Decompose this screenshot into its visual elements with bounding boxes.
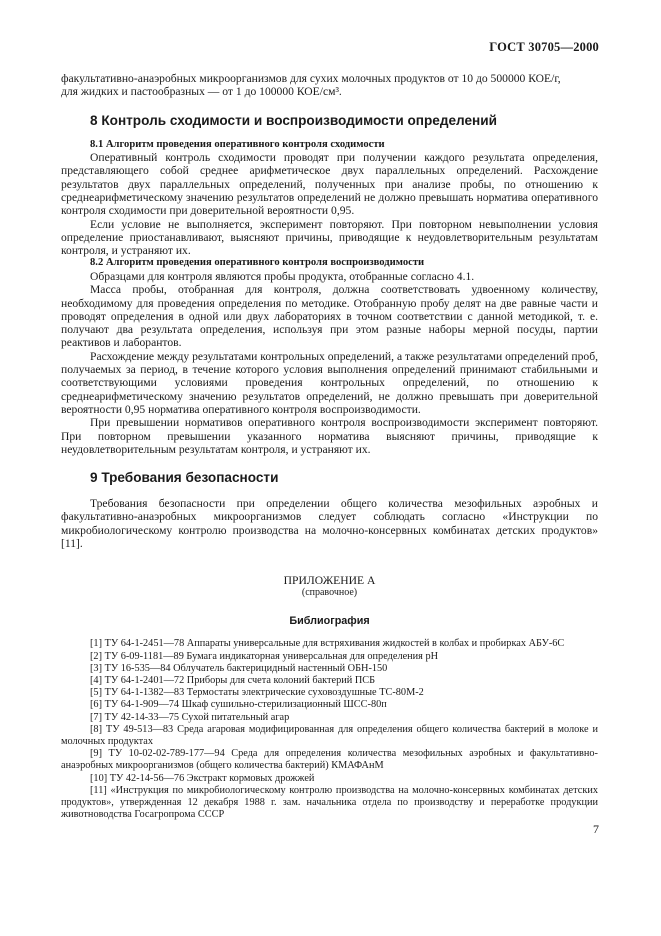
intro-line-2: для жидких и пастообразных — от 1 до 100000 КОЕ/см³. [61,85,342,99]
annex-note: (справочное) [301,587,358,599]
section-8-title: 8 Контроль сходимости и воспроизводимости определений [90,112,497,128]
bibliography-item: [1] ТУ 64-1-2451—78 Аппараты универсальные для встряхивания жидкостей в колбах и пробирках АБУ-6С [90,638,565,650]
bibliography-item: [5] ТУ 64-1-1382—83 Термостаты электрические суховоздушные ТС-80М-2 [90,687,424,699]
paragraph-8-2-2: Масса пробы, отобранная для контроля, должна соответствовать удвоенному количеству, необходимому для проведения определения по методике. Отобранную пробу делят на две равные части и проводят определения в одной или двух лабораториях в точном соответствии с данной методикой, т. е. получают два результата определения, используя при этом разные наборы мерной посуды, партии реактивов и лаборантов. [61,283,598,350]
bibliography-item: [8] ТУ 49-513—83 Среда агаровая модифицированная для определения общего количества бактерий в молоке и молочных продуктах [61,723,598,747]
bibliography-item: [7] ТУ 42-14-33—75 Сухой питательный агар [90,711,290,723]
document-body [61,72,598,821]
bibliography-item: [3] ТУ 16-535—84 Облучатель бактерицидный настенный ОБН-150 [90,662,388,674]
standard-header: ГОСТ 30705—2000 [489,40,599,54]
bibliography-item: [11] «Инструкция по микробиологическому контролю производства на молочно-консервных комбинатах детских продуктов», утвержденная 12 декабря 1988 г. зам. начальника отдела по производству и переработке продукции животноводства Госагропрома СССР [61,784,598,821]
paragraph-8-1-2: Если условие не выполняется, эксперимент повторяют. При повторном невыполнении условия определение приостанавливают, выясняют причины, приводящие к неудовлетворительным результатам контроля, и устраняют их. [61,217,598,258]
paragraph-9-1: Требования безопасности при определении общего количества мезофильных аэробных и факультативно-анаэробных микроорганизмов следует соблюдать согласно «Инструкции по микробиологическому контролю производства на молочно-консервных комбинатах детских продуктов» [11]. [61,497,598,551]
bibliography-item: [4] ТУ 64-1-2401—72 Приборы для счета колоний бактерий ПСБ [90,674,376,686]
page-number: 7 [593,822,599,836]
bibliography-list [61,638,598,821]
annex-title: ПРИЛОЖЕНИЕ А [283,574,376,588]
bibliography-title: Библиография [289,615,370,628]
paragraph-8-2-4: При превышении нормативов оперативного контроля воспроизводимости эксперимент повторяют. При повторном превышении указанного норматива выясняют причины, приводящие к неудовлетворительным результатам контроля, и устраняют их. [61,416,598,456]
bibliography-item: [6] ТУ 64-1-909—74 Шкаф сушильно-стерилизационный ШСС-80п [90,699,387,711]
intro-line-1: факультативно-анаэробных микроорганизмов для сухих молочных продуктов от 10 до 500000 КОЕ/г, [61,72,561,85]
paragraph-8-1-1: Оперативный контроль сходимости проводят при получении каждого результата определения, представляющего собой среднее арифметическое двух параллельных определений. Расхождение результатов двух параллельных определений, полученных при анализе пробы, по отношению к среднеарифметическому значению результатов определений не должно превышать норматива оперативного контроля сходимости при доверительной вероятности 0,95. [61,151,598,218]
paragraph-8-2-3: Расхождение между результатами контрольных определений, а также результатами определений проб, получаемых за период, в течение которого условия выполнения определений принимают стабильными и соответствующими условиями проведения контрольных определений, по отношению к среднеарифметическому значению результатов определений, не должно превышать при доверительной вероятности 0,95 норматива оперативного контроля воспроизводимости. [61,349,598,416]
paragraph-8-2-1: Образцами для контроля являются пробы продукта, отобранные согласно 4.1. [90,269,475,283]
subsection-8-2-title: 8.2 Алгоритм проведения оперативного контроля воспроизводимости [90,257,425,269]
section-9-title: 9 Требования безопасности [90,470,279,486]
bibliography-item: [2] ТУ 6-09-1181—89 Бумага индикаторная универсальная для определения pH [90,650,439,662]
bibliography-item: [10] ТУ 42-14-56—76 Экстракт кормовых дрожжей [90,772,315,784]
bibliography-item: [9] ТУ 10-02-02-789-177—94 Среда для определения количества мезофильных аэробных и факультативно-анаэробных микроорганизмов (общего количества бактерий) КМАФАнМ [61,748,598,772]
subsection-8-1-title: 8.1 Алгоритм проведения оперативного контроля сходимости [90,138,385,150]
